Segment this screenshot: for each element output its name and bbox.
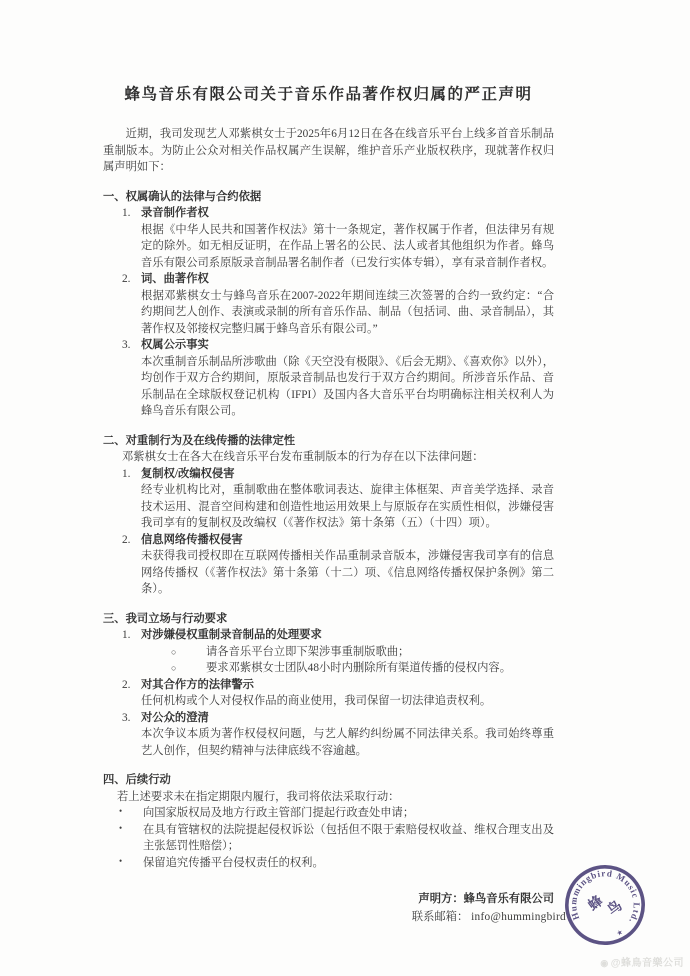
list-item (103, 205, 554, 271)
section-heading: 二、对重制行为及在线传播的法律定性 (103, 434, 296, 447)
watermark-text: @蜂鳥音樂公司 (610, 957, 684, 969)
list-item (103, 271, 554, 337)
item-body: 根据邓紫棋女士与蜂鸟音乐在2007-2022年期间连续三次签署的合约一致约定：“合约期间艺人创作、表演或录制的所有音乐作品、制品（包括词、曲、录音制品），其著作权及邻接权完整归属于蜂鸟音乐有限公司。” (141, 289, 554, 335)
item-title: 权属公示事实 (141, 339, 209, 351)
list-item (103, 337, 554, 420)
section-followup-actions (103, 772, 554, 871)
circle-bullet-icon: ○ (171, 663, 177, 673)
bullet-item (117, 855, 554, 872)
section-heading: 四、后续行动 (103, 774, 171, 786)
item-body: 未获得我司授权即在互联网传播相关作品重制录音版本，涉嫌侵害我司享有的信息网络传播权（《著作权法》第十条第（十二）项、《信息网络传播权保护条例》第二条）。 (141, 550, 554, 595)
list-item (103, 677, 554, 710)
item-title: 对公众的澄清 (141, 711, 209, 724)
section-legal-characterization (103, 433, 554, 598)
sub-bullet-text: 要求邓紫棋女士团队48小时内删除所有渠道传播的侵权内容。 (206, 662, 512, 674)
item-body: 经专业机构比对，重制歌曲在整体歌词表达、旋律主体框架、声音美学选择、录音技术运用、混音空间构建和创造性地运用效果上与原版存在实质性相似，涉嫌侵害我司享有的复制权及改编权（《著作权法》第十条第（五）（十四）项）。 (141, 484, 554, 529)
list-item (103, 710, 554, 760)
section-intro: 若上述要求未在指定期限内履行，我司将依法采取行动： (117, 790, 400, 803)
bullet-text: 保留追究传播平台侵权责任的权利。 (143, 856, 324, 869)
dot-bullet-icon: • (119, 806, 123, 816)
section-heading: 一、权属确认的法律与合约依据 (103, 190, 262, 203)
item-number: 3. (122, 339, 131, 351)
company-seal-stamp (564, 864, 646, 946)
watermark-logo-icon: ◉ (600, 957, 609, 968)
item-body: 任何机构或个人对侵权作品的商业使用，我司保留一切法律追责权利。 (141, 695, 492, 707)
item-title: 复制权/改编权侵害 (141, 467, 235, 480)
seal-center-char-1: 蜂 (585, 893, 607, 915)
intro-paragraph: 近期，我司发现艺人邓紫棋女士于2025年6月12日在各在线音乐平台上线多首音乐制品重制版本。为防止公众对相关作品权属产生误解，维护音乐产业版权秩序，现就著作权归属声明如下： (103, 128, 554, 173)
contact-label: 联系邮箱： (411, 910, 469, 923)
item-body: 本次争议本质为著作权侵权问题，与艺人解约纠纷属不同法律关系。我司始终尊重艺人创作，但契约精神与法律底线不容逾越。 (141, 728, 554, 757)
item-body: 本次重制音乐制品所涉歌曲（除《天空没有极限》、《后会无期》、《喜欢你》以外），均创作于双方合约期间，原版录音制品也发行于双方合约期间。所涉音乐作品、音乐制品在全球版权登记机构（IFPI）及国内各大音乐平台均明确标注相关权利人为蜂鸟音乐有限公司。 (141, 355, 554, 417)
signature-block (103, 891, 566, 925)
contact-line (103, 909, 566, 926)
list-item (103, 532, 554, 598)
list-item (103, 627, 554, 677)
item-number: 2. (122, 533, 131, 546)
page-title: 蜂鸟音乐有限公司关于音乐作品著作权归属的严正声明 (124, 86, 533, 103)
bullet-text: 在具有管辖权的法院提起侵权诉讼（包括但不限于索赔侵权收益、维权合理支出及主张惩罚性赔偿）； (143, 823, 554, 852)
item-number: 1. (122, 467, 131, 480)
item-number: 2. (122, 678, 131, 691)
item-title: 对涉嫌侵权重制录音制品的处理要求 (141, 629, 322, 641)
item-number: 1. (122, 207, 131, 219)
seal-center-char-2: 鸟 (605, 898, 626, 919)
section-position-demands (103, 611, 554, 760)
seal-star-icon: ★ (615, 927, 625, 938)
item-number: 3. (122, 711, 131, 724)
item-number: 2. (122, 273, 131, 285)
sub-bullet-text: 请各音乐平台立即下架涉事重制版歌曲； (206, 645, 410, 658)
item-body: 根据《中华人民共和国著作权法》第十一条规定，著作权属于作者，但法律另有规定的除外。如无相反证明，在作品上署名的公民、法人或者其他组织为作者。蜂鸟音乐有限公司系原版录音制品署名制作者（已发行实体专辑），享有录音制作者权。 (141, 223, 554, 269)
sub-bullet (169, 660, 554, 677)
bullet-item (117, 805, 554, 822)
item-number: 1. (122, 629, 131, 641)
watermark (600, 955, 684, 973)
item-title: 信息网络传播权侵害 (141, 533, 243, 546)
bullet-item (117, 822, 554, 855)
sub-bullet (169, 644, 554, 661)
list-item (103, 466, 554, 532)
item-title: 词、曲著作权 (141, 273, 209, 285)
seal-ring-text: Hummingbird Music Ltd. (568, 868, 642, 926)
section-intro: 邓紫棋女士在各大在线音乐平台发布重制版本的行为存在以下法律问题： (122, 451, 484, 463)
item-title: 录音制作者权 (141, 207, 209, 219)
circle-bullet-icon: ○ (171, 646, 177, 657)
dot-bullet-icon: • (119, 822, 123, 833)
declarer-line: 声明方：蜂鸟音乐有限公司 (418, 893, 554, 905)
bullet-text: 向国家版权局及地方行政主管部门提起行政查处申请； (143, 807, 415, 819)
item-title: 对其合作方的法律警示 (141, 678, 254, 691)
section-legal-basis (103, 189, 554, 420)
contact-email: info@hummingbird (471, 910, 566, 923)
section-heading: 三、我司立场与行动要求 (103, 612, 228, 625)
dot-bullet-icon: • (119, 855, 123, 866)
